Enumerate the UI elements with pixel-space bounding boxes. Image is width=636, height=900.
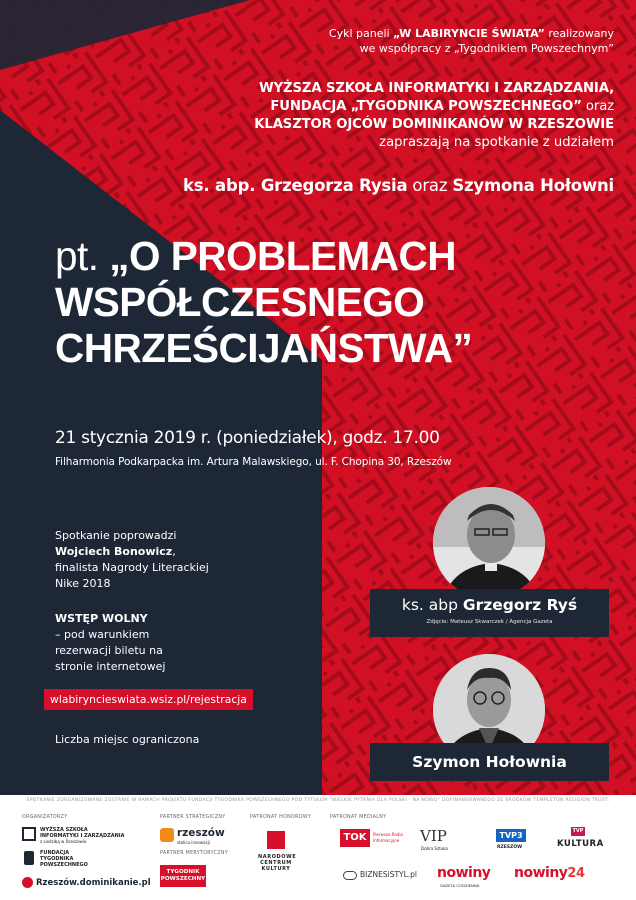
nck-logo-icon	[267, 831, 285, 849]
photo-credit: Zdjęcie: Mateusz Skwarczek / Agencja Gazeta	[426, 619, 553, 625]
nowiny24-logo: nowiny24	[514, 865, 585, 881]
wsiz-logo-icon	[22, 827, 36, 841]
tvp-kultura-logo: KULTURA	[557, 839, 604, 849]
invite-text: zapraszają na spotkanie z udziałem	[379, 135, 614, 150]
wsiz-logo-text: WYŻSZA SZKOŁA INFORMATYKI I ZARZĄDZANIA z siedzibą w Rzeszowie	[40, 827, 125, 844]
entry-info: WSTĘP WOLNY – pod warunkiem rezerwacji biletu na stronie internetowej	[55, 612, 166, 673]
speaker1-nameplate: ks. abp Grzegorz Ryś Zdjęcie: Mateusz Skwarczek / Agencja Gazeta	[370, 589, 609, 637]
organizers-block: WYŻSZA SZKOŁA INFORMATYKI I ZARZĄDZANIA, FUNDACJA „TYGODNIKA POWSZECHNEGO” oraz KLASZTOR OJCÓW DOMINIKANÓW W RZESZOWIE	[254, 81, 614, 132]
event-title: pt. „O PROBLEMACH WSPÓŁCZESNEGO CHRZEŚCIJAŃSTWA”	[55, 233, 473, 371]
funding-note: SPOTKANIE ZORGANIZOWANE ZOSTANIE W RAMACH PROJEKTU FUNDACJI TYGODNIKA POWSZECHNEGO POD TYTUŁEM "WIELKIE PYTANIA DLA POLSKI - NA NOWO" DOFINANSOWANEGO ZE ŚRODKÓW TEMPLETON RELIGION TRUST.	[26, 798, 610, 803]
guests-line: ks. abp. Grzegorza Rysia oraz Szymona Hołowni	[183, 176, 614, 195]
rzeszow-logo-sub: stolica innowacji	[177, 840, 211, 845]
biznesistyl-logo: BIZNESiSTYL.pl	[360, 870, 418, 879]
nck-logo-text: NARODOWE CENTRUM KULTURY	[258, 854, 297, 872]
ftp-logo-icon	[24, 851, 34, 865]
nowiny-logo-sub: GAZETA CODZIENNA	[440, 883, 480, 888]
dominikanie-logo-icon	[22, 877, 33, 888]
series-intro: Cykl paneli „W LABIRYNCIE ŚWIATA” realizowany we współpracy z „Tygodnikiem Powszechnym”	[328, 27, 614, 55]
strategic-partner-label: PARTNER STRATEGICZNY	[160, 815, 226, 820]
biznesistyl-logo-icon	[343, 871, 357, 880]
event-venue: Filharmonia Podkarpacka im. Artura Malawskiego, ul. F. Chopina 30, Rzeszów	[55, 456, 452, 468]
event-date: 21 stycznia 2019 r. (poniedziałek), godz. 17.00	[55, 428, 440, 448]
tvp-kultura-badge: TVP	[572, 828, 584, 834]
content-partner-label: PARTNER MERYTORYCZNY	[160, 851, 228, 856]
speaker1-photo	[433, 487, 545, 599]
tvp3-logo: TVP3	[496, 829, 526, 842]
vip-logo-sub: Dobra Sztuka	[421, 846, 448, 851]
media-patronage-label: PATRONAT MEDIALNY	[330, 815, 387, 820]
vip-logo: VIP	[420, 827, 447, 845]
rzeszow-logo-icon	[160, 828, 174, 842]
moderator-info: Spotkanie poprowadzi Wojciech Bonowicz, finalista Nagrody Literackiej Nike 2018	[55, 529, 209, 590]
footer	[0, 795, 636, 900]
honorary-patronage-label: PATRONAT HONOROWY	[250, 815, 312, 820]
tvp3-logo-sub: RZESZÓW	[497, 845, 523, 850]
tokfm-logo-sub: Pierwsze Radio Informacyjne	[373, 832, 403, 843]
seats-limited: Liczba miejsc ograniczona	[55, 733, 200, 746]
registration-link[interactable]: wlabiryncieswiata.wsiz.pl/rejestracja	[44, 689, 253, 710]
dominikanie-logo-text: Rzeszów.dominikanie.pl	[36, 878, 151, 888]
speaker2-nameplate: Szymon Hołownia	[370, 743, 609, 781]
rzeszow-logo-text: rzeszów	[177, 827, 225, 839]
nowiny-logo: nowiny	[437, 865, 491, 881]
ftp-logo-text: FUNDACJA TYGODNIKA POWSZECHNEGO	[40, 850, 88, 868]
tygodnik-powszechny-logo: TYGODNIK POWSZECHNY	[160, 865, 206, 887]
tokfm-logo: TOK	[340, 829, 370, 847]
organizers-label: ORGANIZATORZY	[22, 815, 68, 820]
